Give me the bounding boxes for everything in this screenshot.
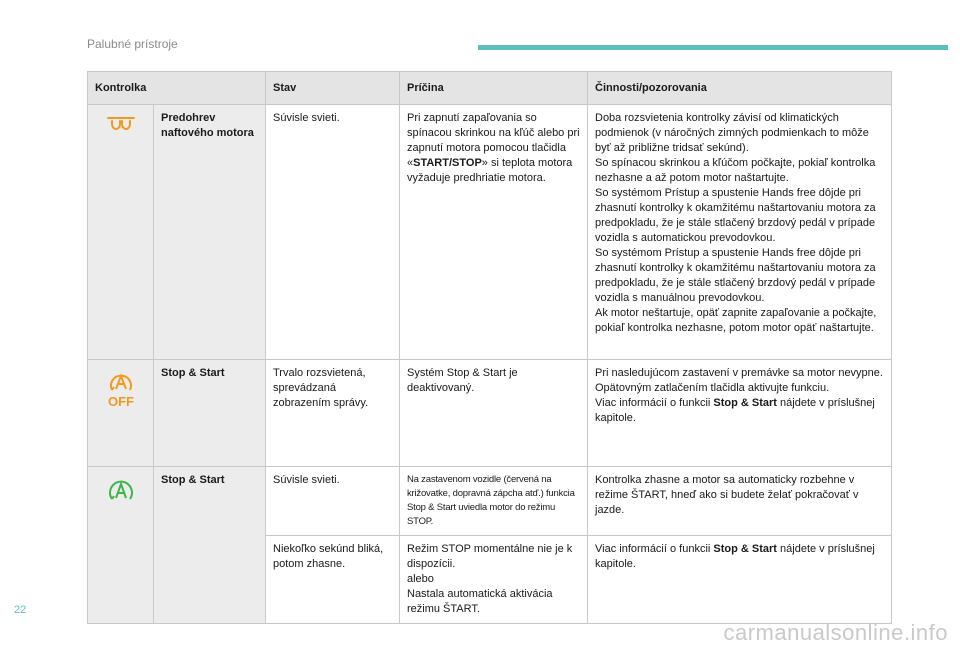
action-cell: Kontrolka zhasne a motor sa automaticky rozbehne v režime ŠTART, hneď ako si budete želať pokračovať v jazde. — [588, 467, 892, 536]
action-cell — [588, 360, 892, 467]
warning-light-name: Stop & Start — [154, 467, 266, 624]
warning-lights-table — [87, 71, 892, 624]
status-cell: Súvisle svieti. — [266, 105, 400, 360]
status-cell: Súvisle svieti. — [266, 467, 400, 536]
action-line: So systémom Prístup a spustenie Hands free dôjde pri zhasnutí kontrolky k okamžitému naštartovaniu motora za predpokladu, že je stále stlačený brzdový pedál v prípade vozidla s automatickou prevodovkou. — [595, 187, 876, 244]
cause-cell: Systém Stop & Start je deaktivovaný. — [400, 360, 588, 467]
action-line: So systémom Prístup a spustenie Hands free dôjde pri zhasnutí kontrolky k okamžitému naštartovaniu motora za predpokladu, že je stále stlačený brzdový pedál v prípade vozidla s manuálnou prevodovkou. — [595, 247, 876, 304]
action-line: Pri nasledujúcom zastavení v premávke sa motor nevypne. — [595, 367, 883, 379]
table-row — [88, 105, 892, 360]
status-cell: Niekoľko sekúnd bliká, potom zhasne. — [266, 536, 400, 624]
header-kontrolka: Kontrolka — [88, 72, 266, 105]
status-cell: Trvalo rozsvietená, sprevádzaná zobrazením správy. — [266, 360, 400, 467]
stop-start-icon — [106, 477, 136, 505]
table-row — [88, 467, 892, 536]
action-cell — [588, 105, 892, 360]
table-header-row — [88, 72, 892, 105]
icon-cell — [88, 467, 154, 624]
action-line: Doba rozsvietenia kontrolky závisí od klimatických podmienok (v náročných zimných podmienkach to môže byť až približne tridsať sekúnd). — [595, 112, 869, 154]
watermark: carmanualsonline.info — [723, 620, 948, 645]
table-row — [88, 360, 892, 467]
action-line: So spínacou skrinkou a kľúčom počkajte, pokiaľ kontrolka nezhasne a až potom motor naštartujte. — [595, 157, 876, 184]
header-cinnosti: Činnosti/pozorovania — [588, 72, 892, 105]
warning-light-name: Stop & Start — [154, 360, 266, 467]
action-cell: Viac informácií o funkcii Stop & Start nájdete v príslušnej kapitole. — [588, 536, 892, 624]
cause-cell: Pri zapnutí zapaľovania so spínacou skrinkou na kľúč alebo pri zapnutí motora pomocou tlačidla «START/STOP» si teplota motora vyžaduje predhriatie motora. — [400, 105, 588, 360]
warning-light-name: Predohrev naftového motora — [154, 105, 266, 360]
section-title: Palubné prístroje — [87, 37, 178, 51]
icon-cell — [88, 360, 154, 467]
action-line: Opätovným zatlačením tlačidla aktivujte funkciu. — [595, 382, 830, 394]
action-line: Viac informácií o funkcii Stop & Start nájdete v príslušnej kapitole. — [595, 397, 875, 424]
cause-cell: Režim STOP momentálne nie je k dispozícii. alebo Nastala automatická aktivácia režimu ŠTART. — [400, 536, 588, 624]
glow-plug-icon — [106, 115, 136, 135]
cause-cell: Na zastavenom vozidle (červená na križovatke, dopravná zápcha atď.) funkcia Stop & Start uviedla motor do režimu STOP. — [400, 467, 588, 536]
header-pricina: Príčina — [400, 72, 588, 105]
page-number: 22 — [14, 604, 27, 616]
action-line: Ak motor neštartuje, opäť zapnite zapaľovanie a počkajte, pokiaľ kontrolka nezhasne, potom motor opäť naštartujte. — [595, 307, 877, 334]
header-accent-bar — [478, 45, 948, 50]
icon-cell — [88, 105, 154, 360]
stop-start-off-icon — [104, 370, 138, 408]
off-label: OFF — [107, 394, 134, 408]
header-stav: Stav — [266, 72, 400, 105]
